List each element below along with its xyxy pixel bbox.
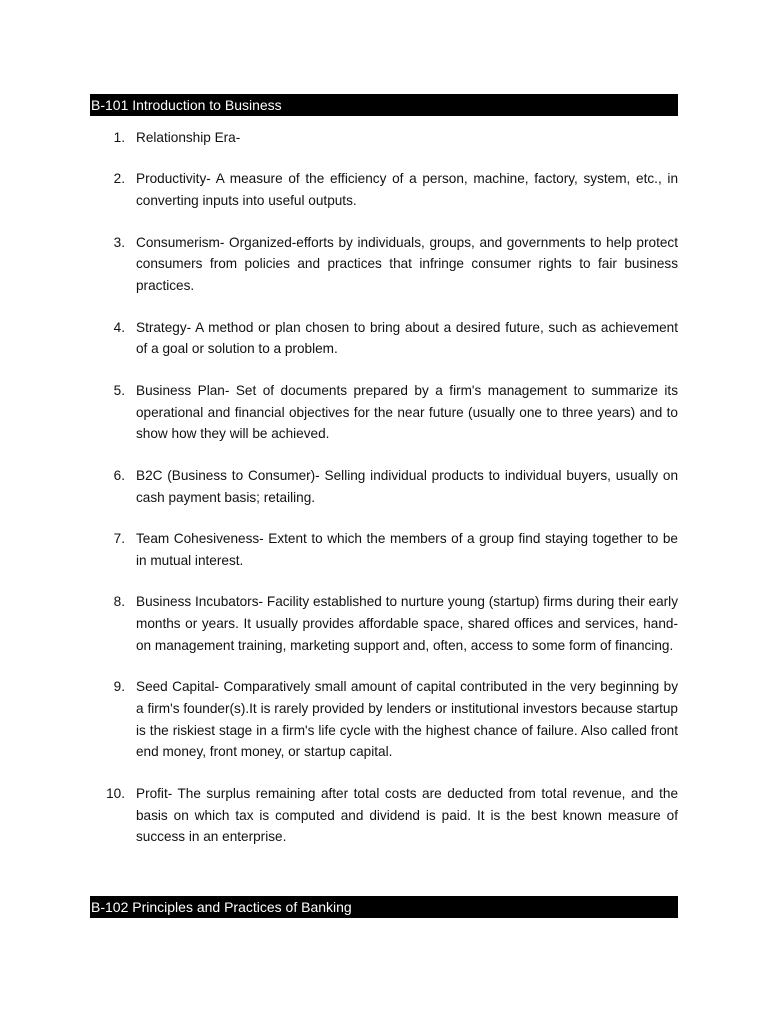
item-number: 4.	[113, 319, 125, 335]
list-item	[90, 465, 678, 509]
item-number: 9.	[113, 679, 125, 695]
list-item	[90, 127, 678, 149]
list-item	[90, 528, 678, 572]
item-text: Strategy- A method or plan chosen to bring about a desired future, such as achievement of a goal or solution to a problem.	[136, 319, 678, 357]
list-item	[90, 591, 678, 656]
list-item	[90, 783, 678, 848]
item-number: 2.	[113, 171, 125, 187]
item-text: Relationship Era-	[136, 130, 241, 145]
item-number: 7.	[113, 530, 125, 546]
item-text: Team Cohesiveness- Extent to which the members of a group find staying together to be in mutual interest.	[136, 530, 678, 568]
list-item	[90, 168, 678, 212]
item-number: 5.	[113, 382, 125, 398]
item-text: Consumerism- Organized-efforts by individuals, groups, and governments to help protect consumers from policies and practices that infringe consumer rights to fair business practices.	[136, 234, 678, 294]
list-item	[90, 232, 678, 297]
item-text: Seed Capital- Comparatively small amount of capital contributed in the very beginning by a firm's founder(s).It is rarely provided by lenders or institutional investors because startup is the riskiest stage in a firm's life cycle with the highest chance of failure. Also called front end money, front money, or startup capital.	[136, 679, 678, 760]
section-header-b102: B-102 Principles and Practices of Banking	[90, 896, 678, 918]
section-header-b101: B-101 Introduction to Business	[90, 94, 678, 116]
item-text: Business Plan- Set of documents prepared by a firm's management to summarize its operational and financial objectives for the near future (usually one to three years) and to show how they will be achieved.	[136, 382, 678, 442]
list-item	[90, 317, 678, 361]
definition-list	[90, 127, 678, 868]
item-text: Business Incubators- Facility established to nurture young (startup) firms during their early months or years. It usually provides affordable space, shared offices and services, hand-on management training, marketing support and, often, access to some form of financing.	[136, 594, 678, 653]
list-item	[90, 380, 678, 445]
item-text: Productivity- A measure of the efficiency of a person, machine, factory, system, etc., in converting inputs into useful outputs.	[136, 171, 678, 209]
item-number: 3.	[113, 234, 125, 250]
item-number: 10.	[106, 785, 125, 801]
item-number: 8.	[113, 594, 125, 610]
item-text: B2C (Business to Consumer)- Selling individual products to individual buyers, usually on cash payment basis; retailing.	[136, 467, 678, 505]
item-number: 1.	[113, 130, 125, 145]
list-item	[90, 676, 678, 763]
item-text: Profit- The surplus remaining after total costs are deducted from total revenue, and the basis on which tax is computed and dividend is paid. It is the best known measure of success in an enterprise.	[136, 785, 678, 845]
item-number: 6.	[113, 467, 125, 483]
